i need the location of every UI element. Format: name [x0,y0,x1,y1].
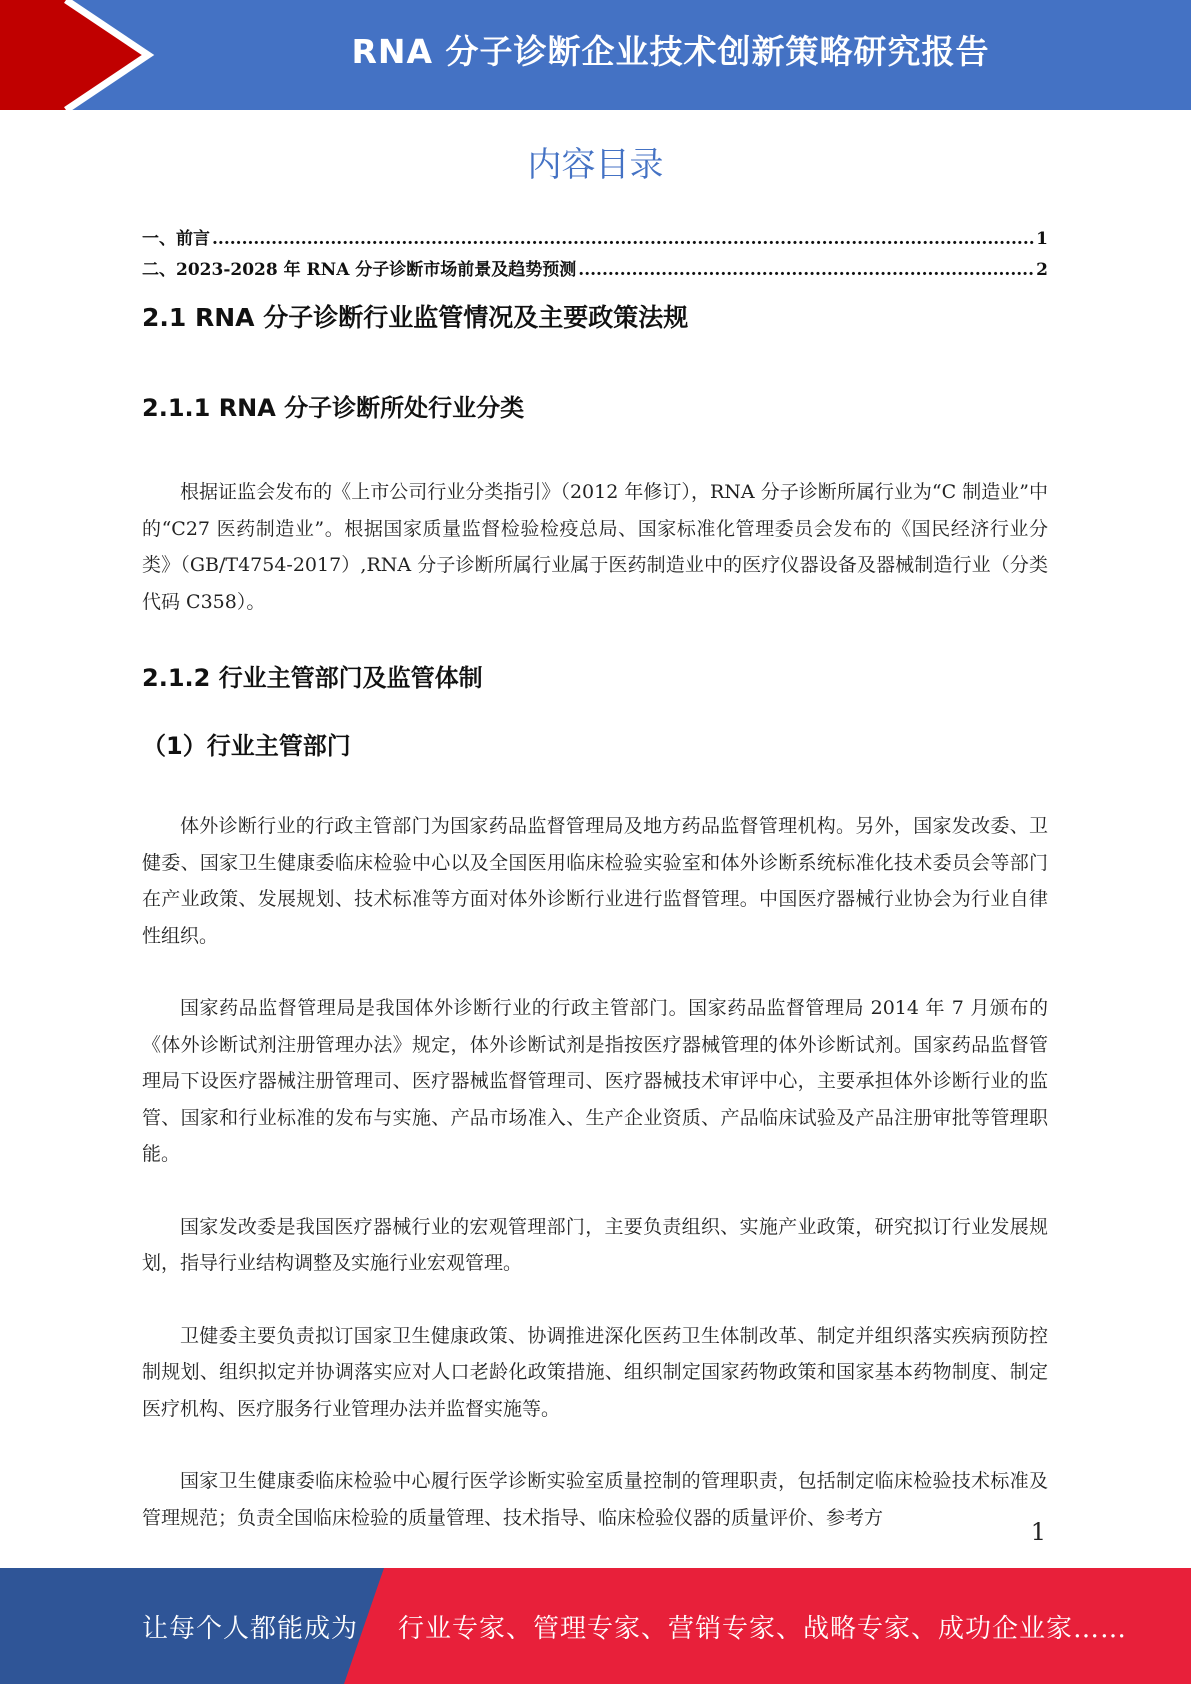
section-heading-2-1: 2.1 RNA 分子诊断行业监管情况及主要政策法规 [142,303,689,332]
paragraph-ndrc: 国家发改委是我国医疗器械行业的宏观管理部门，主要负责组织、实施产业政策，研究拟订行业发展规划，指导行业结构调整及实施行业宏观管理。 [142,1215,1048,1274]
section-heading-2-1-2: 2.1.2 行业主管部门及监管体制 [142,664,483,692]
document-body [142,296,1048,1536]
page-number: 1 [1030,1518,1046,1546]
footer-slogan-left: 让每个人都能成为 [142,1614,359,1644]
toc-leader-dots [212,229,1034,249]
toc-entry-page: 2 [1036,260,1048,280]
table-of-contents [142,224,1048,286]
section-heading-2-1-1: 2.1.1 RNA 分子诊断所处行业分类 [142,394,525,422]
paragraph-nmpa: 国家药品监督管理局是我国体外诊断行业的行政主管部门。国家药品监督管理局 2014 年 7 月颁布的《体外诊断试剂注册管理办法》规定，体外诊断试剂是指按医疗器械管理的体外诊断试剂。国家药品监督管理局下设医疗器械注册管理司、医疗器械监督管理司、医疗器械技术审评中心，主要承担体外诊断行业的监管、国家和行业标准的发布与实施、产品市场准入、生产企业资质、产品临床试验及产品注册审批等管理职能。 [142,997,1048,1165]
chevron-arrow-icon [0,0,160,110]
toc-entry-label: 一、前言 [142,229,210,249]
toc-entry-label: 二、2023-2028 年 RNA 分子诊断市场前景及趋势预测 [142,260,577,280]
toc-entry[interactable] [142,255,1048,286]
toc-entry-page: 1 [1036,229,1048,249]
paragraph-authorities: 体外诊断行业的行政主管部门为国家药品监督管理局及地方药品监督管理机构。另外，国家发改委、卫健委、国家卫生健康委临床检验中心以及全国医用临床检验实验室和体外诊断系统标准化技术委员会等部门在产业政策、发展规划、技术标准等方面对体外诊断行业进行监督管理。中国医疗器械行业协会为行业自律性组织。 [142,815,1048,947]
footer-banner [0,1568,1191,1684]
paragraph-nhc: 卫健委主要负责拟订国家卫生健康政策、协调推进深化医药卫生体制改革、制定并组织落实疾病预防控制规划、组织拟定并协调落实应对人口老龄化政策措施、组织制定国家药物政策和国家基本药物制度、制定医疗机构、医疗服务行业管理办法并监督实施等。 [142,1324,1048,1420]
report-title: RNA 分子诊断企业技术创新策略研究报告 [351,32,990,71]
paragraph-industry-classification: 根据证监会发布的《上市公司行业分类指引》（2012 年修订），RNA 分子诊断所属行业为“C 制造业”中的“C27 医药制造业”。根据国家质量监督检验检疫总局、国家标准化管理委员会发布的《国民经济行业分类》（GB/T4754-2017）,RNA 分子诊断所属行业属于医药制造业中的医疗仪器设备及器械制造行业（分类代码 C358）。 [142,481,1048,613]
toc-entry[interactable] [142,224,1048,255]
subsection-heading-authorities: （1）行业主管部门 [142,732,351,760]
toc-leader-dots [578,260,1034,280]
header-banner [0,0,1191,110]
footer-slogan-right: 行业专家、管理专家、营销专家、战略专家、成功企业家…… [398,1614,1128,1644]
paragraph-clinical-lab-center: 国家卫生健康委临床检验中心履行医学诊断实验室质量控制的管理职责，包括制定临床检验技术标准及管理规范；负责全国临床检验的质量管理、技术指导、临床检验仪器的质量评价、参考方 [142,1470,1048,1529]
toc-title: 内容目录 [527,145,664,185]
